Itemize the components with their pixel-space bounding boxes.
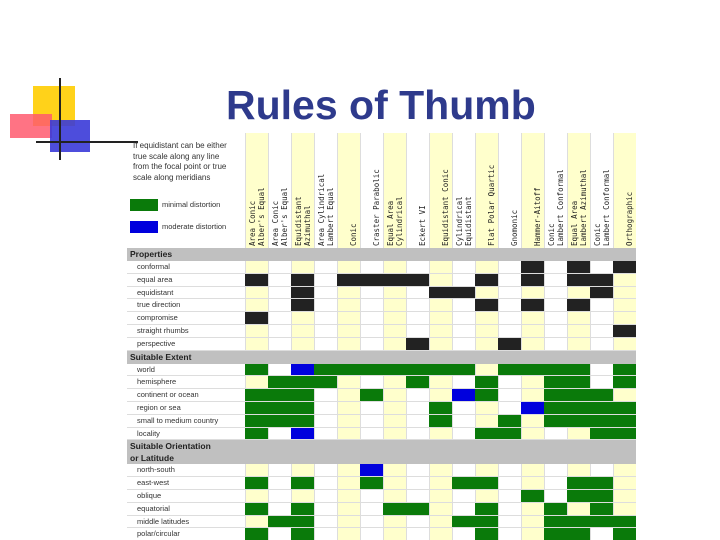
table-cell [498,415,521,427]
row-label: equal area [137,274,173,284]
table-cell [291,364,314,376]
table-cell [590,402,613,414]
row-label: locality [137,428,160,438]
table-cell [291,528,314,540]
table-cell [291,376,314,388]
column-header: Lambert Azimuthal [579,169,588,246]
section-header [127,440,636,464]
column-header: Equidistant Conic [441,169,450,246]
table-cell [429,402,452,414]
table-cell [590,503,613,515]
table-cell [475,274,498,286]
column-header: Equidistant [464,196,473,246]
table-cell [383,274,406,286]
table-cell [383,364,406,376]
row-divider [127,324,636,325]
title-decoration [0,0,140,170]
table-cell [521,490,544,502]
table-cell [452,364,475,376]
table-cell [314,364,337,376]
column-header: Equidistant [294,196,303,246]
section-title: Properties [130,249,173,259]
table-cell [314,376,337,388]
column-header: Lambert Equal [326,187,335,246]
table-cell [475,428,498,440]
table-cell [567,389,590,401]
row-divider [127,298,636,299]
row-label: small to medium country [137,415,219,425]
column-header: Area Conic [248,200,257,246]
table-cell [567,477,590,489]
table-cell [613,428,636,440]
column-header: Hammer-Aitoff [533,187,542,246]
legend-label-minimal: minimal distortion [162,200,221,209]
row-label: true direction [137,300,181,310]
table-cell [291,503,314,515]
legend-label-moderate: moderate distortion [162,222,227,231]
table-cell [268,402,291,414]
table-cell [521,364,544,376]
table-cell [291,402,314,414]
table-cell [360,477,383,489]
table-cell [406,376,429,388]
column-header: Orthographic [625,191,634,246]
table-cell [337,274,360,286]
table-cell [268,415,291,427]
row-label: continent or ocean [137,390,199,400]
row-label: equidistant [137,287,174,297]
table-cell [475,299,498,311]
table-cell [406,503,429,515]
column-header: Alber's Equal [257,187,266,246]
table-cell [291,287,314,299]
column-header: Equal Area [570,200,579,246]
table-cell [291,428,314,440]
table-cell [475,389,498,401]
row-divider [127,286,636,287]
table-cell [567,415,590,427]
column-header: Conic [547,223,556,246]
table-cell [544,528,567,540]
table-cell [613,261,636,273]
table-cell [245,415,268,427]
column-header: Cylindrical [455,196,464,246]
table-cell [498,428,521,440]
table-cell [268,516,291,528]
table-cell [245,364,268,376]
table-cell [291,274,314,286]
row-label: hemisphere [137,377,177,387]
table-cell [590,274,613,286]
table-cell [360,274,383,286]
table-cell [590,516,613,528]
table-cell [268,376,291,388]
table-cell [360,389,383,401]
column-header: Craster Parabolic [372,169,381,246]
table-cell [567,516,590,528]
table-cell [613,325,636,337]
row-divider [127,427,636,428]
table-cell [245,389,268,401]
row-divider [127,311,636,312]
column-header: Cylindrical [395,196,404,246]
row-label: middle latitudes [137,516,190,526]
table-cell [544,503,567,515]
column-header: Alber's Equal [280,187,289,246]
row-label: equatorial [137,503,170,513]
row-label: polar/circular [137,529,180,539]
table-cell [291,415,314,427]
table-cell [544,364,567,376]
row-divider [127,489,636,490]
section-title: Suitable Orientation [130,441,211,452]
column-header: Conic [593,223,602,246]
table-cell [613,528,636,540]
table-cell [590,490,613,502]
table-cell [291,389,314,401]
table-cell [291,477,314,489]
row-divider [127,337,636,338]
table-cell [268,389,291,401]
table-cell [245,528,268,540]
table-cell [360,364,383,376]
table-cell [452,389,475,401]
table-cell [475,503,498,515]
table-cell [245,402,268,414]
table-cell [613,516,636,528]
table-cell [475,376,498,388]
section-header [127,351,636,364]
column-header: Azimuthal [303,205,312,246]
table-cell [521,299,544,311]
section-header [127,248,636,261]
table-cell [498,364,521,376]
table-cell [590,389,613,401]
row-label: world [137,364,155,374]
row-label: perspective [137,338,176,348]
table-cell [613,415,636,427]
table-cell [429,415,452,427]
column-header: Area Cylindrical [317,173,326,246]
row-label: east-west [137,478,170,488]
table-cell [613,364,636,376]
projection-table [127,133,642,540]
row-label: straight rhumbs [137,326,189,335]
table-cell [475,477,498,489]
table-cell [613,402,636,414]
table-cell [544,389,567,401]
red-square [10,114,52,138]
table-cell [245,274,268,286]
table-cell [291,299,314,311]
table-cell [567,376,590,388]
table-cell [544,376,567,388]
table-cell [452,287,475,299]
table-cell [590,287,613,299]
column-header: Gnomonic [510,209,519,246]
table-cell [245,312,268,324]
table-cell [567,364,590,376]
equidistant-note [133,141,237,183]
table-cell [498,338,521,350]
table-cell [521,402,544,414]
table-cell [544,516,567,528]
section-title: or Latitude [130,453,174,464]
column-header: Lambert Conformal [602,169,611,246]
table-cell [245,503,268,515]
table-cell [544,415,567,427]
row-label: conformal [137,262,170,271]
table-cell [475,528,498,540]
table-cell [544,402,567,414]
table-cell [360,464,383,476]
table-cell [406,274,429,286]
note-line: from the focal point or true [133,162,227,171]
table-cell [567,402,590,414]
slide-title: Rules of Thumb [226,82,536,128]
table-cell [452,516,475,528]
column-header: Flat Polar Quartic [487,164,496,246]
column-header: Equal Area [386,200,395,246]
table-cell [567,274,590,286]
row-label: oblique [137,491,162,500]
blue-square [50,120,90,152]
table-cell [613,376,636,388]
row-label: north-south [137,465,175,475]
column-header: Eckert VI [418,205,427,246]
table-cell [429,287,452,299]
table-cell [291,516,314,528]
column-header: Lambert Conformal [556,169,565,246]
row-label: compromise [137,313,178,323]
table-cell [567,528,590,540]
table-cell [429,364,452,376]
table-cell [383,503,406,515]
legend-swatch-green [130,199,158,211]
column-header: Area Conic [271,200,280,246]
table-cell [590,428,613,440]
section-title: Suitable Extent [130,351,192,362]
table-cell [452,477,475,489]
table-cell [406,338,429,350]
table-cell [406,364,429,376]
row-label: region or sea [137,403,181,412]
table-cell [245,428,268,440]
table-cell [245,477,268,489]
note-line: If equidistant can be either [133,141,227,150]
note-line: scale along meridians [133,172,211,182]
legend-minimal [130,199,250,211]
table-cell [521,261,544,273]
table-cell [337,364,360,376]
legend-moderate [130,221,250,233]
table-cell [590,415,613,427]
column-header: Conic [349,223,358,246]
legend-swatch-blue [130,221,158,233]
table-cell [567,299,590,311]
table-cell [475,516,498,528]
table-cell [590,477,613,489]
table-cell [567,261,590,273]
note-line: true scale along any line [133,151,220,161]
table-cell [567,490,590,502]
table-cell [521,274,544,286]
